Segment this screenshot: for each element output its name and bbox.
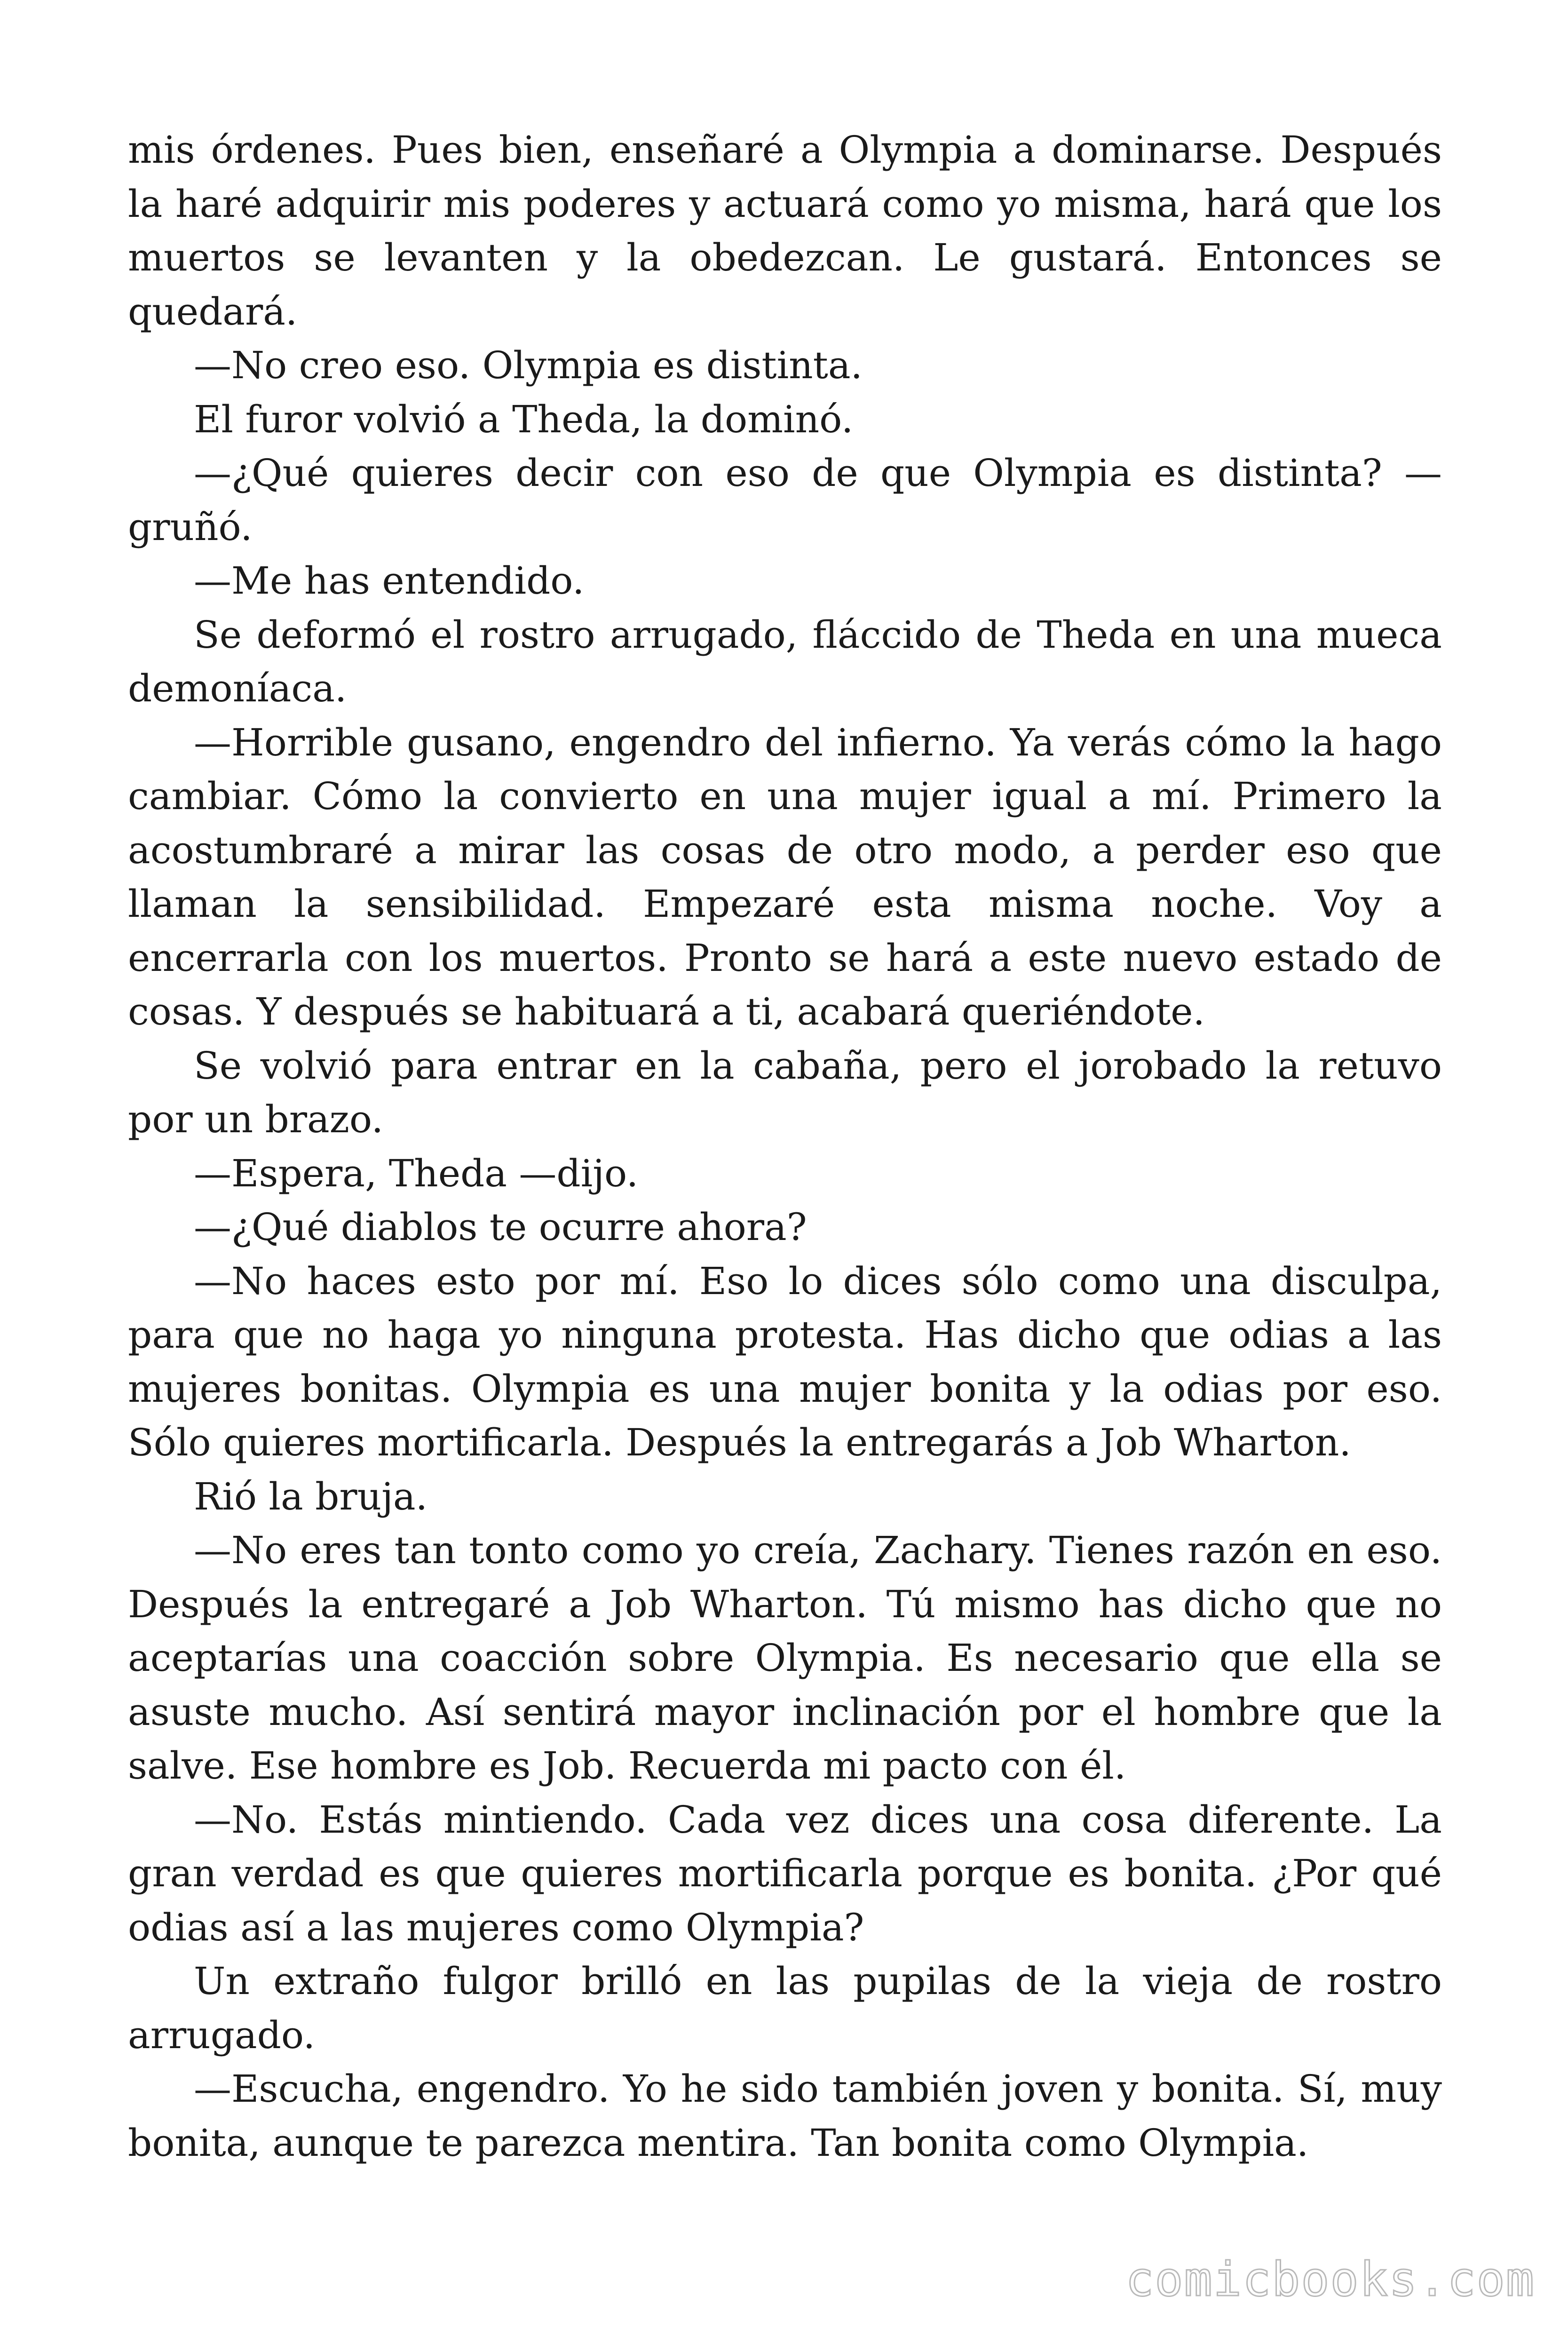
page-body-text — [128, 123, 1442, 2170]
paragraph: —No creo eso. Olympia es distinta. — [194, 343, 863, 387]
paragraph: —¿Qué diablos te ocurre ahora? — [194, 1205, 807, 1249]
paragraph: Un extraño fulgor brilló en las pupilas de la vieja de rostro arrugado. — [128, 1959, 1442, 2057]
paragraph: mis órdenes. Pues bien, enseñaré a Olympia a dominarse. Después la haré adquirir mis poderes y actuará como yo misma, hará que los muertos se levanten y la obedezcan. Le gustará. Entonces se quedará. — [128, 128, 1442, 334]
paragraph: —No haces esto por mí. Eso lo dices sólo como una disculpa, para que no haga yo ninguna protesta. Has dicho que odias a las mujeres bonitas. Olympia es una mujer bonita y la odias por eso. Sólo quieres mortificarla. Después la entregarás a Job Wharton. — [128, 1259, 1442, 1464]
paragraph: —Espera, Theda —dijo. — [194, 1151, 639, 1195]
paragraph: —No eres tan tonto como yo creía, Zachary. Tienes razón en eso. Después la entregaré a Job Wharton. Tú mismo has dicho que no aceptarías una coacción sobre Olympia. Es necesario que ella se asuste mucho. Así sentirá mayor inclinación por el hombre que la salve. Ese hombre es Job. Recuerda mi pacto con él. — [128, 1528, 1442, 1788]
paragraph: —¿Qué quieres decir con eso de que Olympia es distinta? —gruñó. — [128, 451, 1442, 549]
watermark: comicbooks.com — [1125, 2252, 1535, 2307]
paragraph: El furor volvió a Theda, la dominó. — [194, 397, 854, 441]
paragraph: —No. Estás mintiendo. Cada vez dices una cosa diferente. La gran verdad es que quieres mortificarla porque es bonita. ¿Por qué odias así a las mujeres como Olympia? — [128, 1797, 1442, 1949]
paragraph: Se deformó el rostro arrugado, fláccido de Theda en una mueca demoníaca. — [128, 612, 1442, 710]
paragraph: —Escucha, engendro. Yo he sido también joven y bonita. Sí, muy bonita, aunque te parezca mentira. Tan bonita como Olympia. — [128, 2067, 1442, 2165]
paragraph: —Horrible gusano, engendro del infierno. Ya verás cómo la hago cambiar. Cómo la convierto en una mujer igual a mí. Primero la acostumbraré a mirar las cosas de otro modo, a perder eso que llaman la sensibilidad. Empezaré esta misma noche. Voy a encerrarla con los muertos. Pronto se hará a este nuevo estado de cosas. Y después se habituará a ti, acabará queriéndote. — [128, 720, 1442, 1033]
paragraph: Se volvió para entrar en la cabaña, pero el jorobado la retuvo por un brazo. — [128, 1043, 1442, 1141]
paragraph: —Me has entendido. — [194, 559, 585, 603]
paragraph: Rió la bruja. — [194, 1474, 428, 1518]
